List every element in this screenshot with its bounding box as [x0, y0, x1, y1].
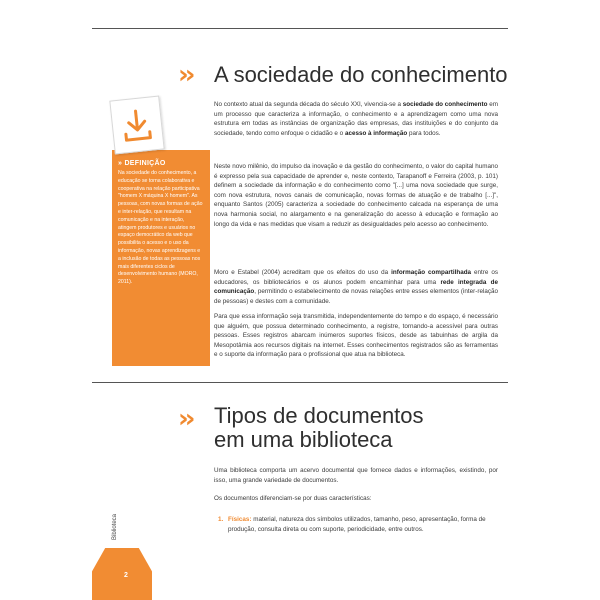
list-text: Físicas: material, natureza dos símbolos utilizados, tamanho, peso, apresentação, forma de produção, consulta direta ou com suporte, periodicidade, entre outros. — [228, 516, 486, 533]
paragraph: Para que essa informação seja transmitida, independentemente do tempo e do espaço, é necessário que alguém, que possua determinado conhecimento, a registre, tornando-a acessível para outras pessoas. Esses registros abarcam inúmeros suportes físicos, desde as tabuinhas de argila da Mesopotâmia aos recursos digitais na internet. Esses conhecimentos registrados são as ferramentas e o suporte da informação para o profissional que atua na biblioteca. — [214, 313, 498, 359]
section-title: Tipos de documentos em uma biblioteca — [214, 403, 424, 452]
definition-heading: » DEFINIÇÃO — [118, 160, 166, 167]
page-number-badge — [92, 548, 152, 600]
chevron-icon: ›› — [178, 60, 192, 90]
paragraph: Moro e Estabel (2004) acreditam que os efeitos do uso da informação compartilhada entre os educadores, os bibliotecários e os alunos podem encaminhar para uma rede integrada de comunicação, permitindo o estabelecimento de novas relações entre esses elementos (inter-relação de pessoas) e destes com a comunidade. — [214, 269, 498, 305]
paragraph: Os documentos diferenciam-se por duas características: — [214, 495, 372, 502]
paragraph: No contexto atual da segunda década do século XXI, vivencia-se a sociedade do conhecimento em um processo que caracteriza a informação, o conhecimento e a aprendizagem como uma nova estrutura em todas as instâncias de organização das empresas, das instituições e do conjunto da sociedade, tendo como enfoque o cidadão e o acesso à informação para todos. — [214, 101, 498, 137]
page-number: 2 — [124, 572, 128, 579]
section-title: A sociedade do conhecimento — [214, 62, 508, 87]
definition-box — [112, 150, 210, 366]
list-number: 1. — [218, 516, 224, 523]
top-rule — [92, 28, 508, 29]
section-side-label: Biblioteca — [112, 513, 118, 540]
paragraph: Neste novo milênio, do impulso da inovação e da gestão do conhecimento, o valor do capital humano é expresso pela sua capacidade de aprender e, neste contexto, Tarapanoff e Ferreira (2003, p. 101) definem a sociedade da informação e do conhecimento como "[...] uma nova sociedade que surge, com nova estrutura, novos canais de comunicação, novas formas de atuação e de trabalho [...]", enquanto Santos (2005) caracteriza a sociedade do conhecimento calcada na esperança de uma nova harmonia social, no alargamento e na generalização do acesso à educação e formação ao longo da vida e nas medidas que visam a reduzir as desigualdades pelo acesso ao conhecimento. — [214, 163, 498, 228]
paragraph: Uma biblioteca comporta um acervo documental que fornece dados e informações, existindo, por isso, uma grande variedade de documentos. — [214, 467, 498, 484]
section-rule — [92, 382, 508, 383]
chevron-icon: ›› — [178, 404, 192, 434]
definition-text: Na sociedade do conhecimento, a educação se torna colaborativa e cooperativa na relação participativa "homem X máquina X homem". As pessoas, com novas formas de ação e inter-relação, que resultam na comunicação e na interação, atingem produtores e usuários no espaço democrático da web que possibilita o acesso e o uso da informação, novas aprendizagens e a inclusão de todas as pessoas nos mais diferentes ciclos de desenvolvimento humano (MORO, 2011). — [118, 170, 203, 286]
download-icon — [109, 96, 164, 155]
